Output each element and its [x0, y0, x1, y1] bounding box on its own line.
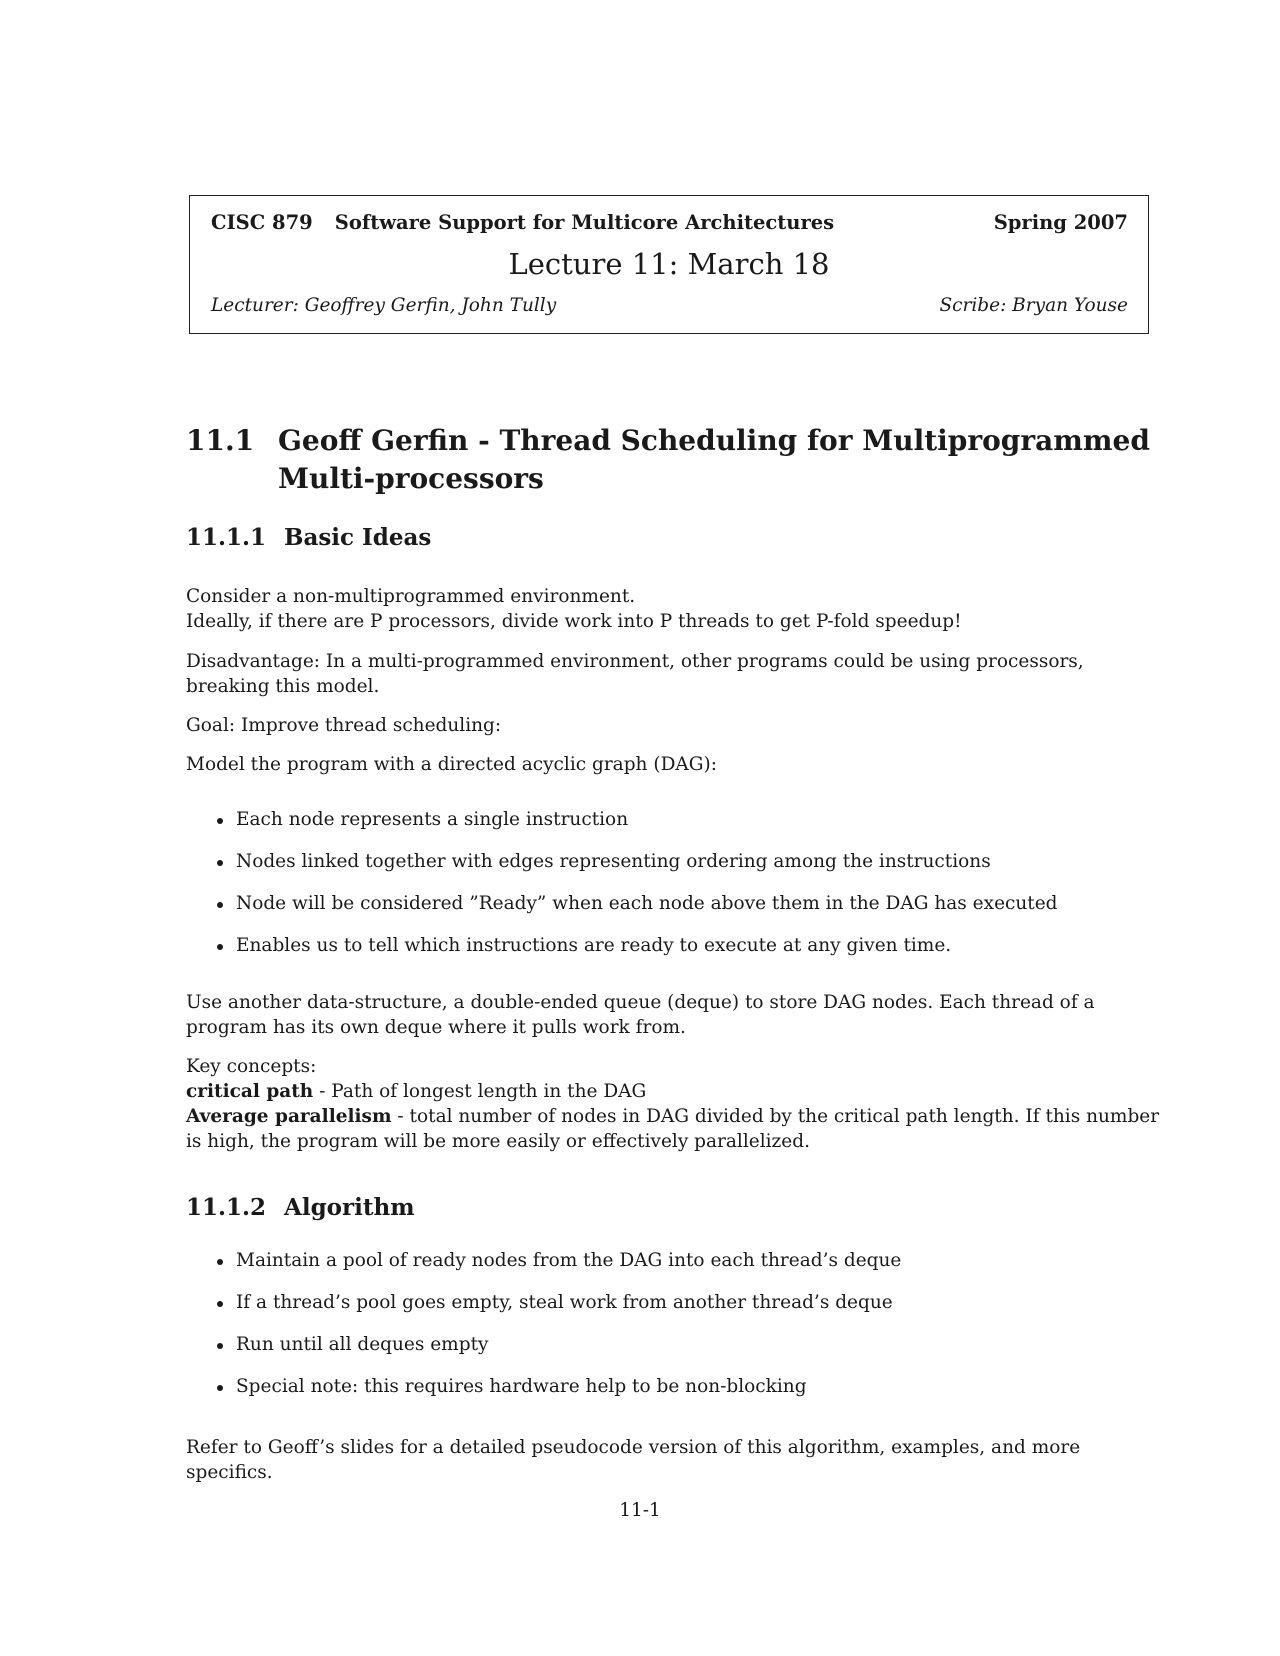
section-title: Geoff Gerfin - Thread Scheduling for Multiprogrammed Multi-processors — [278, 424, 1150, 495]
list-item: If a thread’s pool goes empty, steal work from another thread’s deque — [216, 1290, 901, 1315]
lecturer: Lecturer: Geoffrey Gerfin, John Tully — [211, 295, 557, 316]
list-item: Maintain a pool of ready nodes from the DAG into each thread’s deque — [216, 1248, 901, 1273]
list-item: Enables us to tell which instructions are ready to execute at any given time. — [216, 933, 1058, 958]
term: Spring 2007 — [993, 211, 1128, 234]
dag-bullet-list — [216, 807, 1058, 975]
course-title: Software Support for Multicore Architectures — [334, 211, 835, 234]
list-item: Node will be considered ”Ready” when each node above them in the DAG has executed — [216, 891, 1058, 916]
list-item: Run until all deques empty — [216, 1332, 901, 1357]
subsection-number: 11.1.1 — [186, 524, 267, 551]
key-concepts: Key concepts: critical path - Path of longest length in the DAG Average parallelism - total number of nodes in DAG divided by the critical path length. If this number is high, the program will be more easily or effectively parallelized. — [186, 1056, 1160, 1152]
term-average-parallelism: Average parallelism — [186, 1106, 392, 1127]
subsection-title: Basic Ideas — [284, 524, 432, 551]
list-item: Special note: this requires hardware help to be non-blocking — [216, 1374, 901, 1399]
list-item: Each node represents a single instruction — [216, 807, 1058, 832]
algorithm-bullet-list — [216, 1248, 901, 1416]
paragraph: Refer to Geoff’s slides for a detailed pseudocode version of this algorithm, examples, and more specifics. — [186, 1437, 1081, 1483]
paragraph: Consider a non-multiprogrammed environment. Ideally, if there are P processors, divide work into P threads to get P-fold speedup! — [186, 586, 962, 632]
lecture-title: Lecture 11: March 18 — [508, 247, 830, 281]
paragraph: Use another data-structure, a double-ended queue (deque) to store DAG nodes. Each thread of a program has its own deque where it pulls work from. — [186, 992, 1095, 1038]
paragraph: Disadvantage: In a multi-programmed environment, other programs could be using processors, breaking this model. — [186, 651, 1084, 697]
list-item: Nodes linked together with edges representing ordering among the instructions — [216, 849, 1058, 874]
page-number: 11-1 — [619, 1500, 661, 1521]
paragraph: Goal: Improve thread scheduling: — [186, 715, 502, 736]
scribe: Scribe: Bryan Youse — [939, 295, 1128, 316]
paragraph: Model the program with a directed acyclic graph (DAG): — [186, 754, 717, 775]
section-number: 11.1 — [186, 424, 255, 457]
subsection-number: 11.1.2 — [186, 1194, 267, 1221]
course-number: CISC 879 — [211, 211, 313, 234]
subsection-title: Algorithm — [284, 1194, 415, 1221]
term-critical-path: critical path — [186, 1081, 314, 1102]
lecture-header-box — [189, 195, 1149, 334]
